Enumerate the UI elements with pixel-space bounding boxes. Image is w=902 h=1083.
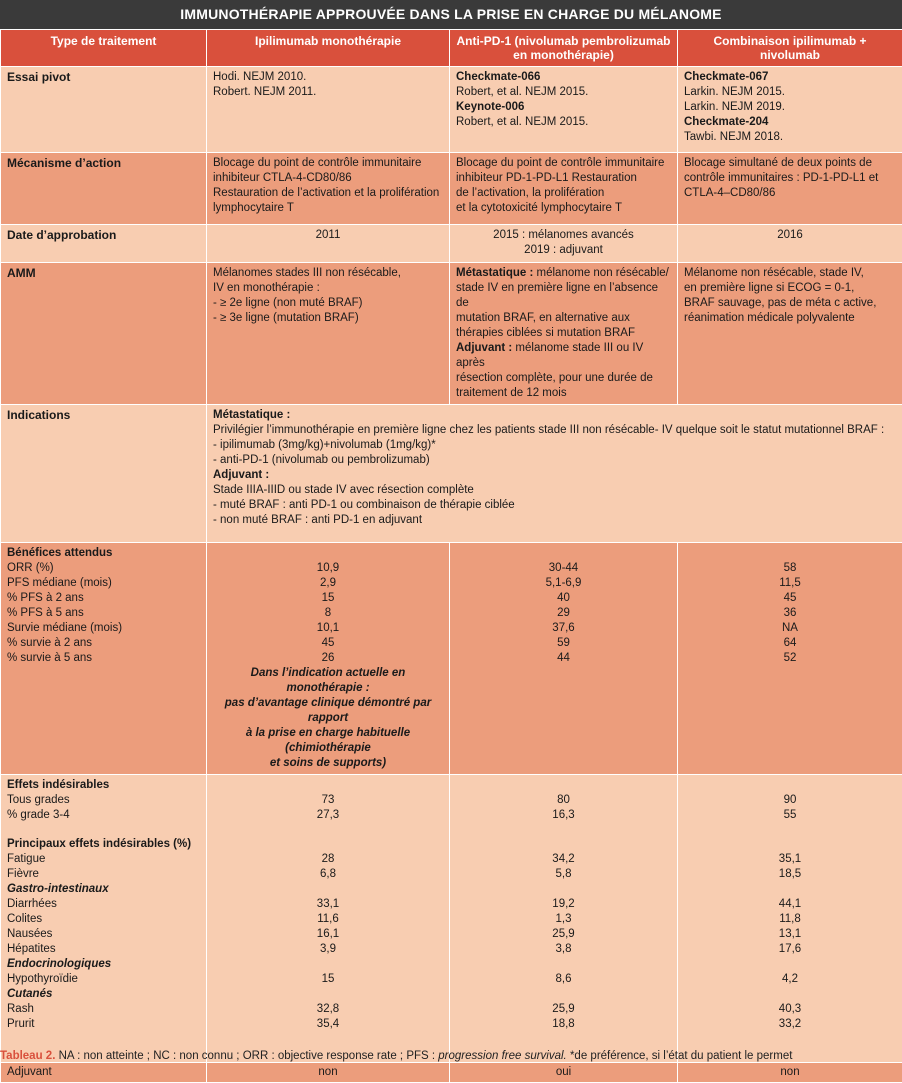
metric-label: Hypothyroïdie — [7, 972, 200, 987]
metric-value: 25,9 — [456, 927, 671, 942]
date-anti-pd1 — [450, 225, 678, 263]
amm-combinaison — [678, 263, 902, 405]
metric-label: Colites — [7, 912, 200, 927]
metric-value: 55 — [684, 808, 896, 823]
text-line: Hodi. NEJM 2010. — [213, 70, 443, 85]
metric-value: 58 — [684, 561, 896, 576]
text-line: - anti-PD-1 (nivolumab ou pembrolizumab) — [213, 453, 896, 468]
metric-value: 36 — [684, 606, 896, 621]
text-line: Larkin. NEJM 2015. — [684, 85, 896, 100]
amm-ipilimumab — [207, 263, 450, 405]
text-line: - non muté BRAF : anti PD-1 en adjuvant — [213, 513, 896, 528]
mecanisme-anti-pd1 — [450, 153, 678, 225]
row-amm — [1, 263, 902, 405]
benefices-anti-pd1 — [450, 543, 678, 775]
benefices-combinaison — [678, 543, 902, 775]
text-line: Larkin. NEJM 2019. — [684, 100, 896, 115]
text-line: inhibiteur CTLA-4-CD80/86 — [213, 171, 443, 186]
metric-label: Survie médiane (mois) — [7, 621, 200, 636]
amm-anti-pd1 — [450, 263, 678, 405]
text-line: en première ligne si ECOG = 0-1, — [684, 281, 896, 296]
metric-value: 6,8 — [213, 867, 443, 882]
effets-labels — [1, 775, 207, 1063]
text-line: Mélanomes stades III non résécable, — [213, 266, 443, 281]
text-line: inhibiteur PD-1-PD-L1 Restauration — [456, 171, 671, 186]
text-line: lymphocytaire T — [213, 201, 443, 216]
text-line: Robert. NEJM 2011. — [213, 85, 443, 100]
caption-label: Tableau 2. — [0, 1050, 55, 1062]
row-essai-pivot — [1, 67, 902, 153]
header-anti-pd1: Anti-PD-1 (nivolumab pembrolizumab en monothérapie) — [450, 30, 678, 67]
metric-value: 2,9 — [213, 576, 443, 591]
header-type: Type de traitement — [1, 30, 207, 67]
text-line: 2015 : mélanomes avancés — [456, 228, 671, 243]
metric-label: PFS médiane (mois) — [7, 576, 200, 591]
metric-value: 40 — [456, 591, 671, 606]
metric-label: ORR (%) — [7, 561, 200, 576]
text-line: Robert, et al. NEJM 2015. — [456, 115, 671, 130]
metric-value: 30-44 — [456, 561, 671, 576]
metric-value: 25,9 — [456, 1002, 671, 1017]
text-line: 2019 : adjuvant — [456, 243, 671, 258]
metric-value: 3,9 — [213, 942, 443, 957]
monotherapy-note: et soins de supports) — [213, 756, 443, 771]
metric-value: 16,1 — [213, 927, 443, 942]
monotherapy-note: Dans l’indication actuelle en monothérapie : — [213, 666, 443, 696]
text-line: stade IV en première ligne en l’absence de — [456, 281, 671, 311]
text-line: résection complète, pour une durée de — [456, 371, 671, 386]
metastatique-heading: Métastatique : — [456, 267, 533, 279]
benefices-heading: Bénéfices attendus — [7, 546, 200, 561]
label-mecanisme: Mécanisme d’action — [1, 153, 207, 225]
text-line: contrôle immunitaires : PD-1-PD-L1 et — [684, 171, 896, 186]
text-line: mélanome stade III ou IV après — [456, 342, 643, 369]
metric-value: 59 — [456, 636, 671, 651]
text-line: Mélanome non résécable, stade IV, — [684, 266, 896, 281]
text-line: IV en monothérapie : — [213, 281, 443, 296]
text-line: Restauration de l’activation et la prolifération — [213, 186, 443, 201]
effets-ipilimumab — [207, 775, 450, 1063]
metric-label: Nausées — [7, 927, 200, 942]
metric-value: 34,2 — [456, 852, 671, 867]
metric-label: % PFS à 2 ans — [7, 591, 200, 606]
metric-value: 52 — [684, 651, 896, 666]
caption-text: NA : non atteinte ; NC : non connu ; ORR : objective response rate ; PFS : — [55, 1050, 438, 1062]
header-ipilimumab: Ipilimumab monothérapie — [207, 30, 450, 67]
metric-value: 33,1 — [213, 897, 443, 912]
adjuvant-anti-pd1: oui — [450, 1063, 678, 1083]
metric-label: % survie à 2 ans — [7, 636, 200, 651]
row-mecanisme — [1, 153, 902, 225]
metric-value: 29 — [456, 606, 671, 621]
row-indications — [1, 405, 902, 543]
adjuvant-heading: Adjuvant : — [213, 468, 896, 483]
row-effets — [1, 775, 902, 1063]
essai-combinaison — [678, 67, 902, 153]
metric-value: 33,2 — [684, 1017, 896, 1032]
benefices-labels — [1, 543, 207, 775]
text-line: et la cytotoxicité lymphocytaire T — [456, 201, 671, 216]
metric-value: 80 — [456, 793, 671, 808]
metastatique-heading: Métastatique : — [213, 408, 896, 423]
header-row — [1, 30, 902, 67]
text-line: thérapies ciblées si mutation BRAF — [456, 326, 671, 341]
table-title: IMMUNOTHÉRAPIE APPROUVÉE DANS LA PRISE EN CHARGE DU MÉLANOME — [0, 0, 902, 29]
text-line: de l’activation, la prolifération — [456, 186, 671, 201]
metric-label: Prurit — [7, 1017, 200, 1032]
label-indications: Indications — [1, 405, 207, 543]
metric-value: 35,1 — [684, 852, 896, 867]
metric-value: 10,9 — [213, 561, 443, 576]
trial-name: Keynote-006 — [456, 100, 671, 115]
text-line: - ipilimumab (3mg/kg)+nivolumab (1mg/kg)* — [213, 438, 896, 453]
metric-label: Fatigue — [7, 852, 200, 867]
category-heading: Cutanés — [7, 987, 200, 1002]
text-line: traitement de 12 mois — [456, 386, 671, 401]
adjuvant-heading: Adjuvant : — [456, 342, 512, 354]
principaux-heading: Principaux effets indésirables (%) — [7, 837, 200, 852]
metric-value: 11,5 — [684, 576, 896, 591]
trial-name: Checkmate-066 — [456, 70, 671, 85]
metric-value: 37,6 — [456, 621, 671, 636]
table-caption — [0, 1050, 792, 1062]
metric-value: 16,3 — [456, 808, 671, 823]
metric-value: 64 — [684, 636, 896, 651]
metric-value: 45 — [213, 636, 443, 651]
text-line: - ≥ 3e ligne (mutation BRAF) — [213, 311, 443, 326]
metric-label: Tous grades — [7, 793, 200, 808]
metric-value: 10,1 — [213, 621, 443, 636]
adjuvant-combinaison: non — [678, 1063, 902, 1083]
metric-value: 73 — [213, 793, 443, 808]
trial-name: Checkmate-067 — [684, 70, 896, 85]
metric-value: 28 — [213, 852, 443, 867]
monotherapy-note: à la prise en charge habituelle (chimiothérapie — [213, 726, 443, 756]
metric-value: 15 — [213, 591, 443, 606]
metric-value: 5,1-6,9 — [456, 576, 671, 591]
metric-value: 15 — [213, 972, 443, 987]
metric-value: NA — [684, 621, 896, 636]
row-adjuvant — [1, 1063, 902, 1083]
metric-value: 11,8 — [684, 912, 896, 927]
text-line: Blocage simultané de deux points de — [684, 156, 896, 171]
metric-value: 27,3 — [213, 808, 443, 823]
essai-anti-pd1 — [450, 67, 678, 153]
text-line: mélanome non résécable/ — [533, 267, 669, 279]
metric-value: 1,3 — [456, 912, 671, 927]
metric-label: Hépatites — [7, 942, 200, 957]
text-line: Stade IIIA-IIID ou stade IV avec résection complète — [213, 483, 896, 498]
trial-name: Checkmate-204 — [684, 115, 896, 130]
row-date — [1, 225, 902, 263]
metric-value: 8 — [213, 606, 443, 621]
metric-label: % grade 3-4 — [7, 808, 200, 823]
date-ipilimumab: 2011 — [207, 225, 450, 263]
effets-combinaison — [678, 775, 902, 1063]
caption-text-italic: progression free survival. — [438, 1050, 566, 1062]
label-adjuvant: Adjuvant — [1, 1063, 207, 1083]
text-line: Blocage du point de contrôle immunitaire — [213, 156, 443, 171]
category-heading: Endocrinologiques — [7, 957, 200, 972]
text-line: Robert, et al. NEJM 2015. — [456, 85, 671, 100]
metric-value: 13,1 — [684, 927, 896, 942]
effets-heading: Effets indésirables — [7, 778, 200, 793]
metric-value: 18,5 — [684, 867, 896, 882]
text-line: BRAF sauvage, pas de méta c active, — [684, 296, 896, 311]
metric-value: 44 — [456, 651, 671, 666]
indications-content — [207, 405, 902, 543]
metric-value: 17,6 — [684, 942, 896, 957]
metric-value: 4,2 — [684, 972, 896, 987]
metric-value: 32,8 — [213, 1002, 443, 1017]
effets-anti-pd1 — [450, 775, 678, 1063]
metric-label: Fièvre — [7, 867, 200, 882]
date-combinaison: 2016 — [678, 225, 902, 263]
text-line: - muté BRAF : anti PD-1 ou combinaison de thérapie ciblée — [213, 498, 896, 513]
caption-text: *de préférence, si l’état du patient le permet — [567, 1050, 793, 1062]
metric-value: 35,4 — [213, 1017, 443, 1032]
text-line: Privilégier l’immunothérapie en première ligne chez les patients stade III non résécable- IV quelque soit le statut mutationnel BRAF : — [213, 423, 896, 438]
metric-value: 90 — [684, 793, 896, 808]
metric-label: Diarrhées — [7, 897, 200, 912]
adjuvant-ipilimumab: non — [207, 1063, 450, 1083]
metric-value: 26 — [213, 651, 443, 666]
immunotherapy-table — [0, 29, 902, 1083]
metric-value: 11,6 — [213, 912, 443, 927]
label-amm: AMM — [1, 263, 207, 405]
metric-label: % survie à 5 ans — [7, 651, 200, 666]
row-benefices — [1, 543, 902, 775]
benefices-ipilimumab — [207, 543, 450, 775]
metric-label: Rash — [7, 1002, 200, 1017]
header-combinaison: Combinaison ipilimumab + nivolumab — [678, 30, 902, 67]
metric-value: 40,3 — [684, 1002, 896, 1017]
text-line: Blocage du point de contrôle immunitaire — [456, 156, 671, 171]
text-line: Tawbi. NEJM 2018. — [684, 130, 896, 145]
mecanisme-ipilimumab — [207, 153, 450, 225]
metric-value: 5,8 — [456, 867, 671, 882]
label-date: Date d’approbation — [1, 225, 207, 263]
metric-value: 44,1 — [684, 897, 896, 912]
text-line: mutation BRAF, en alternative aux — [456, 311, 671, 326]
category-heading: Gastro-intestinaux — [7, 882, 200, 897]
metric-value: 19,2 — [456, 897, 671, 912]
metric-label: % PFS à 5 ans — [7, 606, 200, 621]
monotherapy-note: pas d’avantage clinique démontré par rapport — [213, 696, 443, 726]
metric-value: 8,6 — [456, 972, 671, 987]
metric-value: 3,8 — [456, 942, 671, 957]
text-line: réanimation médicale polyvalente — [684, 311, 896, 326]
metric-value: 45 — [684, 591, 896, 606]
text-line: - ≥ 2e ligne (non muté BRAF) — [213, 296, 443, 311]
essai-ipilimumab — [207, 67, 450, 153]
label-essai-pivot: Essai pivot — [1, 67, 207, 153]
text-line: CTLA-4–CD80/86 — [684, 186, 896, 201]
mecanisme-combinaison — [678, 153, 902, 225]
metric-value: 18,8 — [456, 1017, 671, 1032]
